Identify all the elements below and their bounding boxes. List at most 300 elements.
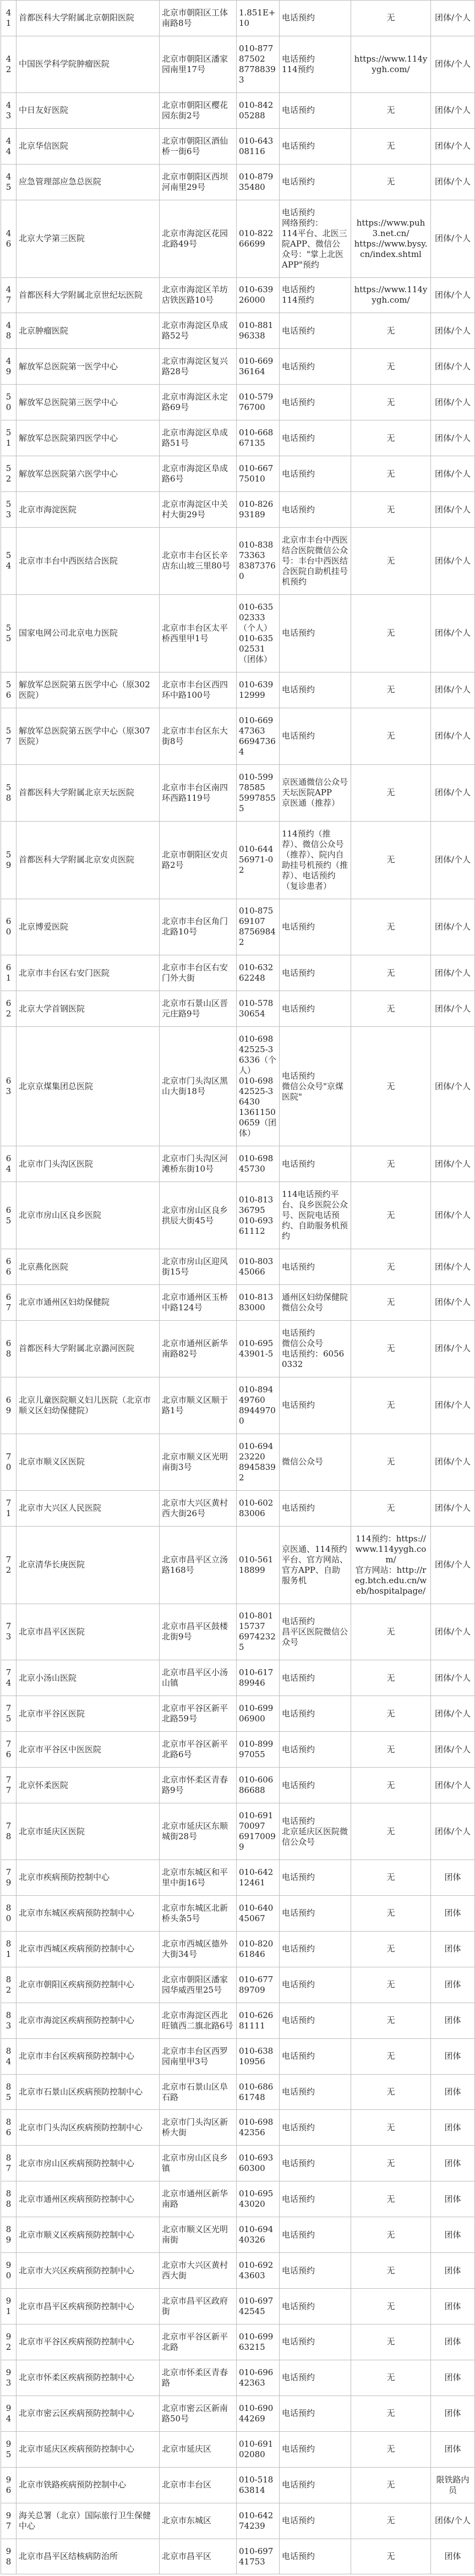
website-cell: 无 <box>351 1027 431 1146</box>
website-cell: 无 <box>351 708 431 764</box>
service-scope-cell: 团体/个人 <box>431 1 475 36</box>
table-row <box>1 527 475 594</box>
service-scope-cell: 团体 <box>431 2110 475 2146</box>
address-cell: 北京市丰台区右安门外大街 <box>160 955 237 991</box>
website-cell: 无 <box>351 2431 431 2467</box>
table-row <box>1 1 475 36</box>
booking-method-cell: 电话预约 <box>280 2503 351 2539</box>
booking-method-cell: 电话预约 <box>280 1931 351 1967</box>
row-number-cell: 92 <box>1 2325 17 2360</box>
service-scope-cell: 团体 <box>431 1860 475 1896</box>
service-scope-cell: 团体 <box>431 2146 475 2181</box>
institution-name-cell: 北京清华长庚医院 <box>17 1526 160 1604</box>
website-cell: 无 <box>351 1182 431 1249</box>
address-cell: 北京市大兴区黄村西大街26号 <box>160 1490 237 1526</box>
row-number-cell: 47 <box>1 277 17 313</box>
phone-cell: 010-82693189 <box>237 492 280 528</box>
address-cell: 北京市延庆区东顺城街28号 <box>160 1803 237 1860</box>
table-row <box>1 1931 475 1967</box>
row-number-cell: 51 <box>1 420 17 456</box>
institution-name-cell: 解放军总医院第三医学中心 <box>17 385 160 420</box>
booking-method-cell: 电话预约 <box>280 1146 351 1182</box>
address-cell: 北京市怀柔区青春路 <box>160 2360 237 2395</box>
row-number-cell: 56 <box>1 672 17 708</box>
website-cell: 无 <box>351 1967 431 2003</box>
phone-cell: 010-87569107 87569842 <box>237 899 280 955</box>
address-cell: 北京市丰台区角门北路10号 <box>160 899 237 955</box>
address-cell: 北京市密云区新南路50号 <box>160 2395 237 2431</box>
phone-cell: 010-68661748 <box>237 2074 280 2110</box>
booking-method-cell: 电话预约 <box>280 349 351 385</box>
phone-cell: 010-84205288 <box>237 92 280 128</box>
row-number-cell: 41 <box>1 1 17 36</box>
address-cell: 北京市昌平区鼓楼北街9号 <box>160 1604 237 1660</box>
booking-method-cell: 微信公众号 <box>280 1434 351 1490</box>
website-cell: 无 <box>351 1660 431 1696</box>
table-row <box>1 128 475 164</box>
service-scope-cell: 团体 <box>431 2325 475 2360</box>
booking-method-cell: 电话预约 <box>280 2467 351 2503</box>
address-cell: 北京市怀柔区青春路9号 <box>160 1768 237 1803</box>
service-scope-cell: 团体/个人 <box>431 1146 475 1182</box>
table-row <box>1 1696 475 1732</box>
service-scope-cell: 团体/个人 <box>431 1660 475 1696</box>
institution-name-cell: 北京市房山区疾病预防控制中心 <box>17 2146 160 2181</box>
row-number-cell: 84 <box>1 2038 17 2074</box>
table-row <box>1 313 475 349</box>
website-cell: 114预约：https://www.114yygh.com/ 官方网站：http://reg.btch.edu.cn/web/hospitalpage/ <box>351 1526 431 1604</box>
address-cell: 北京市昌平区立汤路168号 <box>160 1526 237 1604</box>
service-scope-cell: 团体/个人 <box>431 385 475 420</box>
row-number-cell: 95 <box>1 2431 17 2467</box>
booking-method-cell: 电话预约 <box>280 2431 351 2467</box>
service-scope-cell: 团体/个人 <box>431 1284 475 1320</box>
booking-method-cell: 电话预约 <box>280 1768 351 1803</box>
service-scope-cell: 团体/个人 <box>431 492 475 528</box>
service-scope-cell: 团体/个人 <box>431 1377 475 1434</box>
table-row <box>1 2325 475 2360</box>
website-cell: https://www.114yygh.com/ <box>351 277 431 313</box>
website-cell: 无 <box>351 764 431 821</box>
phone-cell: 010-89997055 <box>237 1732 280 1768</box>
row-number-cell: 78 <box>1 1803 17 1860</box>
row-number-cell: 57 <box>1 708 17 764</box>
booking-method-cell: 电话预约 昌平区医院微信公众号 <box>280 1604 351 1660</box>
table-row <box>1 708 475 764</box>
service-scope-cell: 团体 <box>431 2253 475 2289</box>
phone-cell: 010-87787502 87788393 <box>237 36 280 92</box>
service-scope-cell: 团体/个人 <box>431 1604 475 1660</box>
row-number-cell: 80 <box>1 1895 17 1931</box>
address-cell: 北京市海淀区永定路69号 <box>160 385 237 420</box>
table-row <box>1 594 475 672</box>
row-number-cell: 44 <box>1 128 17 164</box>
institution-name-cell: 北京市昌平区结核病防治所 <box>17 2539 160 2574</box>
row-number-cell: 54 <box>1 527 17 594</box>
website-cell: 无 <box>351 1320 431 1377</box>
institution-name-cell: 北京怀柔医院 <box>17 1768 160 1803</box>
table-row <box>1 1803 475 1860</box>
booking-method-cell: 电话预约 <box>280 594 351 672</box>
phone-cell: 010-69742545 <box>237 2289 280 2325</box>
table-row <box>1 1660 475 1696</box>
phone-cell: 010-69044269 <box>237 2395 280 2431</box>
table-row <box>1 1434 475 1490</box>
table-row <box>1 2003 475 2038</box>
table-row <box>1 1146 475 1182</box>
phone-cell: 010-57830654 <box>237 991 280 1027</box>
service-scope-cell: 团体 <box>431 1967 475 2003</box>
booking-method-cell: 电话预约 <box>280 2253 351 2289</box>
phone-cell: 010-60283006 <box>237 1490 280 1526</box>
row-number-cell: 45 <box>1 164 17 200</box>
table-row <box>1 1768 475 1803</box>
phone-cell: 010-63810956 <box>237 2038 280 2074</box>
institution-name-cell: 北京市房山区良乡医院 <box>17 1182 160 1249</box>
service-scope-cell: 团体/个人 <box>431 1434 475 1490</box>
address-cell: 北京市顺义区光明南街 <box>160 2217 237 2253</box>
website-cell: 无 <box>351 2146 431 2181</box>
address-cell: 北京市通州区新华南路82号 <box>160 1320 237 1377</box>
address-cell: 北京市房山区良乡拱辰大街45号 <box>160 1182 237 1249</box>
service-scope-cell: 团体/个人 <box>431 36 475 92</box>
service-scope-cell: 团体 <box>431 2395 475 2431</box>
service-scope-cell: 团体/个人 <box>431 1490 475 1526</box>
booking-method-cell: 电话预约 <box>280 1732 351 1768</box>
institution-name-cell: 北京市丰台区疾病预防控制中心 <box>17 2038 160 2074</box>
address-cell: 北京市顺义区顺于路1号 <box>160 1377 237 1434</box>
institution-name-cell: 北京市朝阳区疾病预防控制中心 <box>17 1967 160 2003</box>
booking-method-cell: 电话预约 <box>280 1490 351 1526</box>
address-cell: 北京市石景山区晋元庄路9号 <box>160 991 237 1027</box>
service-scope-cell: 团体/个人 <box>431 456 475 492</box>
service-scope-cell: 团体/个人 <box>431 1027 475 1146</box>
table-row <box>1 420 475 456</box>
booking-method-cell: 电话预约 微信公众号"京煤医院" <box>280 1027 351 1146</box>
phone-cell: 010-89449760 89449700 <box>237 1377 280 1434</box>
phone-cell: 010-57976700 <box>237 385 280 420</box>
institution-name-cell: 北京市顺义区医院 <box>17 1434 160 1490</box>
phone-cell: 010-69845730 <box>237 1146 280 1182</box>
phone-cell: 010-69543020 <box>237 2181 280 2217</box>
institution-name-cell: 北京市密云区疾病预防控制中心 <box>17 2395 160 2431</box>
booking-method-cell: 电话预约 <box>280 955 351 991</box>
row-number-cell: 82 <box>1 1967 17 2003</box>
booking-method-cell: 电话预约 <box>280 92 351 128</box>
table-row <box>1 899 475 955</box>
phone-cell: 010-62681111 <box>237 2003 280 2038</box>
phone-cell: 010-64045067 <box>237 1895 280 1931</box>
address-cell: 北京市房山区迎风街15号 <box>160 1249 237 1285</box>
row-number-cell: 73 <box>1 1604 17 1660</box>
phone-cell: 010-83873363 83873760 <box>237 527 280 594</box>
address-cell: 北京市海淀区阜成路52号 <box>160 313 237 349</box>
website-cell: 无 <box>351 821 431 899</box>
table-row <box>1 2074 475 2110</box>
phone-cell: 010-67789709 <box>237 1967 280 2003</box>
address-cell: 北京市昌平区政府街 <box>160 2289 237 2325</box>
service-scope-cell: 团体 <box>431 2038 475 2074</box>
row-number-cell: 43 <box>1 92 17 128</box>
booking-method-cell: 电话预约 <box>280 2360 351 2395</box>
row-number-cell: 63 <box>1 1027 17 1146</box>
address-cell: 北京市丰台区 <box>160 2467 237 2503</box>
phone-cell: 010-64274239 <box>237 2503 280 2539</box>
booking-method-cell: 北京市丰台中西医结合医院微信公众号：丰台中西医结合医院自助机挂号机预约 <box>280 527 351 594</box>
service-scope-cell: 团体 <box>431 2360 475 2395</box>
table-row <box>1 2038 475 2074</box>
website-cell: 无 <box>351 92 431 128</box>
address-cell: 北京市平谷区新平北路6号 <box>160 1732 237 1768</box>
booking-method-cell: 电话预约 <box>280 1860 351 1896</box>
website-cell: 无 <box>351 2181 431 2217</box>
service-scope-cell: 团体 <box>431 1931 475 1967</box>
table-row <box>1 164 475 200</box>
address-cell: 北京市西城区德外大街34号 <box>160 1931 237 1967</box>
website-cell: 无 <box>351 2217 431 2253</box>
table-row <box>1 1284 475 1320</box>
institution-name-cell: 北京市平谷区医院 <box>17 1696 160 1732</box>
booking-method-cell: 电话预约 <box>280 1696 351 1732</box>
institution-name-cell: 北京肿瘤医院 <box>17 313 160 349</box>
institution-name-cell: 北京市大兴区疾病预防控制中心 <box>17 2253 160 2289</box>
phone-cell: 010-63912999 <box>237 672 280 708</box>
institution-name-cell: 北京大学第三医院 <box>17 200 160 277</box>
institution-name-cell: 北京市顺义区疾病预防控制中心 <box>17 2217 160 2253</box>
service-scope-cell: 团体/个人 <box>431 594 475 672</box>
website-cell: 无 <box>351 1803 431 1860</box>
service-scope-cell: 团体/个人 <box>431 955 475 991</box>
institution-name-cell: 海关总署（北京）国际旅行卫生保健中心 <box>17 2503 160 2539</box>
booking-method-cell: 电话预约 <box>280 2038 351 2074</box>
phone-cell: 010-69642363 <box>237 2360 280 2395</box>
phone-cell: 010-69543901-5 <box>237 1320 280 1377</box>
service-scope-cell: 团体/个人 <box>431 1732 475 1768</box>
website-cell: 无 <box>351 1434 431 1490</box>
institution-name-cell: 应急管理部应急总医院 <box>17 164 160 200</box>
table-row <box>1 2181 475 2217</box>
institution-name-cell: 首都医科大学附属北京天坛医院 <box>17 764 160 821</box>
table-row <box>1 200 475 277</box>
row-number-cell: 58 <box>1 764 17 821</box>
phone-cell: 010-80345066 <box>237 1249 280 1285</box>
website-cell: 无 <box>351 2003 431 2038</box>
service-scope-cell: 团体/个人 <box>431 349 475 385</box>
row-number-cell: 55 <box>1 594 17 672</box>
phone-cell: 010-69102080 <box>237 2431 280 2467</box>
row-number-cell: 87 <box>1 2146 17 2181</box>
row-number-cell: 94 <box>1 2395 17 2431</box>
institution-name-cell: 北京大学首钢医院 <box>17 991 160 1027</box>
booking-method-cell: 电话预约 <box>280 492 351 528</box>
table-row <box>1 277 475 313</box>
website-cell: 无 <box>351 1284 431 1320</box>
address-cell: 北京市丰台区东大街8号 <box>160 708 237 764</box>
row-number-cell: 52 <box>1 456 17 492</box>
phone-cell: 010-69423220 89458392 <box>237 1434 280 1490</box>
service-scope-cell: 团体/个人 <box>431 1526 475 1604</box>
website-cell: https://www.114yygh.com/ <box>351 36 431 92</box>
row-number-cell: 76 <box>1 1732 17 1768</box>
website-cell: 无 <box>351 2074 431 2110</box>
website-cell: 无 <box>351 1732 431 1768</box>
institution-name-cell: 北京市昌平区医院 <box>17 1604 160 1660</box>
institution-name-cell: 北京市铁路疾病预防控制中心 <box>17 2467 160 2503</box>
row-number-cell: 69 <box>1 1377 17 1434</box>
address-cell: 北京市顺义区光明南街3号 <box>160 1434 237 1490</box>
address-cell: 北京市海淀区阜成路6号 <box>160 456 237 492</box>
institution-name-cell: 首都医科大学附属北京世纪坛医院 <box>17 277 160 313</box>
table-row <box>1 492 475 528</box>
table-row <box>1 764 475 821</box>
service-scope-cell: 团体/个人 <box>431 92 475 128</box>
website-cell: 无 <box>351 2360 431 2395</box>
website-cell: 无 <box>351 2467 431 2503</box>
phone-cell: 010-56118899 <box>237 1526 280 1604</box>
phone-cell: 010-61789946 <box>237 1660 280 1696</box>
institution-name-cell: 北京市平谷区中医医院 <box>17 1732 160 1768</box>
service-scope-cell: 团体/个人 <box>431 899 475 955</box>
row-number-cell: 72 <box>1 1526 17 1604</box>
service-scope-cell: 团体 <box>431 2539 475 2574</box>
service-scope-cell: 团体/个人 <box>431 821 475 899</box>
row-number-cell: 86 <box>1 2110 17 2146</box>
row-number-cell: 75 <box>1 1696 17 1732</box>
address-cell: 北京市丰台区太平桥西里甲1号 <box>160 594 237 672</box>
address-cell: 北京市平谷区新平北路 <box>160 2325 237 2360</box>
row-number-cell: 62 <box>1 991 17 1027</box>
service-scope-cell: 团体/个人 <box>431 1320 475 1377</box>
table-row <box>1 385 475 420</box>
row-number-cell: 61 <box>1 955 17 991</box>
website-cell: 无 <box>351 1249 431 1285</box>
institution-name-cell: 首都医科大学附属北京朝阳医院 <box>17 1 160 36</box>
booking-method-cell: 电话预约 <box>280 708 351 764</box>
table-body <box>1 1 475 2574</box>
phone-cell: 1.851E+10 <box>237 1 280 36</box>
website-cell: 无 <box>351 1860 431 1896</box>
row-number-cell: 81 <box>1 1931 17 1967</box>
website-cell: 无 <box>351 2325 431 2360</box>
service-scope-cell: 团体 <box>431 1895 475 1931</box>
institution-name-cell: 北京市延庆区疾病预防控制中心 <box>17 2431 160 2467</box>
address-cell: 北京市东城区北新桥头条5号 <box>160 1895 237 1931</box>
phone-cell: 010-64212461 <box>237 1860 280 1896</box>
service-scope-cell: 团体 <box>431 2431 475 2467</box>
table-row <box>1 2503 475 2539</box>
website-cell: 无 <box>351 594 431 672</box>
row-number-cell: 90 <box>1 2253 17 2289</box>
table-row <box>1 1604 475 1660</box>
row-number-cell: 70 <box>1 1434 17 1490</box>
website-cell: 无 <box>351 991 431 1027</box>
address-cell: 北京市朝阳区潘家园华威西里25号 <box>160 1967 237 2003</box>
phone-cell: 010-88196338 <box>237 313 280 349</box>
service-scope-cell: 团体 <box>431 2181 475 2217</box>
row-number-cell: 83 <box>1 2003 17 2038</box>
address-cell: 北京市丰台区长辛店东山坡三里80号 <box>160 527 237 594</box>
institution-name-cell: 北京市平谷区疾病预防控制中心 <box>17 2325 160 2360</box>
phone-cell: 010-63262248 <box>237 955 280 991</box>
row-number-cell: 79 <box>1 1860 17 1896</box>
service-scope-cell: 团体/个人 <box>431 764 475 821</box>
booking-method-cell: 京医通微信公众号 天坛医院APP 京医通（推荐） <box>280 764 351 821</box>
table-row <box>1 2431 475 2467</box>
service-scope-cell: 团体/个人 <box>431 1249 475 1285</box>
row-number-cell: 67 <box>1 1284 17 1320</box>
website-cell: 无 <box>351 492 431 528</box>
address-cell: 北京市海淀区西北旺镇西二旗北路6号 <box>160 2003 237 2038</box>
institution-name-cell: 国家电网公司北京电力医院 <box>17 594 160 672</box>
website-cell: 无 <box>351 164 431 200</box>
phone-cell: 010-82266699 <box>237 200 280 277</box>
table-row <box>1 1490 475 1526</box>
address-cell: 北京市丰台区西罗园南里甲3号 <box>160 2038 237 2074</box>
table-row <box>1 2253 475 2289</box>
service-scope-cell: 团体/个人 <box>431 1768 475 1803</box>
website-cell: 无 <box>351 2503 431 2539</box>
table-row <box>1 1860 475 1896</box>
institution-name-cell: 北京市通州区疾病预防控制中心 <box>17 2181 160 2217</box>
institution-name-cell: 解放军总医院第四医学中心 <box>17 420 160 456</box>
institution-name-cell: 北京儿童医院顺义妇儿医院（北京市顺义区妇幼保健院） <box>17 1377 160 1434</box>
booking-method-cell: 电话预约 <box>280 991 351 1027</box>
address-cell: 北京市通州区玉桥中路124号 <box>160 1284 237 1320</box>
phone-cell: 010-66867135 <box>237 420 280 456</box>
website-cell: 无 <box>351 313 431 349</box>
booking-method-cell: 京医通、114预约平台、官方网站、官方APP、自助服务机 <box>280 1526 351 1604</box>
address-cell: 北京市海淀区羊坊店铁医路10号 <box>160 277 237 313</box>
institution-name-cell: 北京市海淀区疾病预防控制中心 <box>17 2003 160 2038</box>
row-number-cell: 74 <box>1 1660 17 1696</box>
institution-name-cell: 北京市东城区疾病预防控制中心 <box>17 1895 160 1931</box>
booking-method-cell: 电话预约 <box>280 456 351 492</box>
booking-method-cell: 114电话预约平台、良乡医院公众号、医院电话预约、自助服务机预约 <box>280 1182 351 1249</box>
website-cell: 无 <box>351 955 431 991</box>
service-scope-cell: 团体/个人 <box>431 1803 475 1860</box>
phone-cell: 010-69963215 <box>237 2325 280 2360</box>
service-scope-cell: 团体 <box>431 2217 475 2253</box>
website-cell: 无 <box>351 2289 431 2325</box>
service-scope-cell: 团体/个人 <box>431 672 475 708</box>
table-row <box>1 1320 475 1377</box>
address-cell: 北京市房山区良乡镇 <box>160 2146 237 2181</box>
table-row <box>1 1895 475 1931</box>
website-cell: 无 <box>351 2539 431 2574</box>
institution-name-cell: 解放军总医院第一医学中心 <box>17 349 160 385</box>
website-cell: 无 <box>351 128 431 164</box>
table-row <box>1 1027 475 1146</box>
row-number-cell: 98 <box>1 2539 17 2574</box>
booking-method-cell: 电话预约 <box>280 1377 351 1434</box>
institution-name-cell: 北京市门头沟区医院 <box>17 1146 160 1182</box>
phone-cell: 010-51863814 <box>237 2467 280 2503</box>
phone-cell: 010-81383000 <box>237 1284 280 1320</box>
row-number-cell: 65 <box>1 1182 17 1249</box>
table-row <box>1 1182 475 1249</box>
row-number-cell: 96 <box>1 2467 17 2503</box>
table-row <box>1 2289 475 2325</box>
phone-cell: 010-69842356 <box>237 2110 280 2146</box>
service-scope-cell: 团体/个人 <box>431 420 475 456</box>
booking-method-cell: 电话预约 <box>280 385 351 420</box>
row-number-cell: 53 <box>1 492 17 528</box>
row-number-cell: 49 <box>1 349 17 385</box>
phone-cell: 010-59978585 59978555 <box>237 764 280 821</box>
table-row <box>1 1249 475 1285</box>
service-scope-cell: 团体/个人 <box>431 1696 475 1732</box>
website-cell: 无 <box>351 1931 431 1967</box>
